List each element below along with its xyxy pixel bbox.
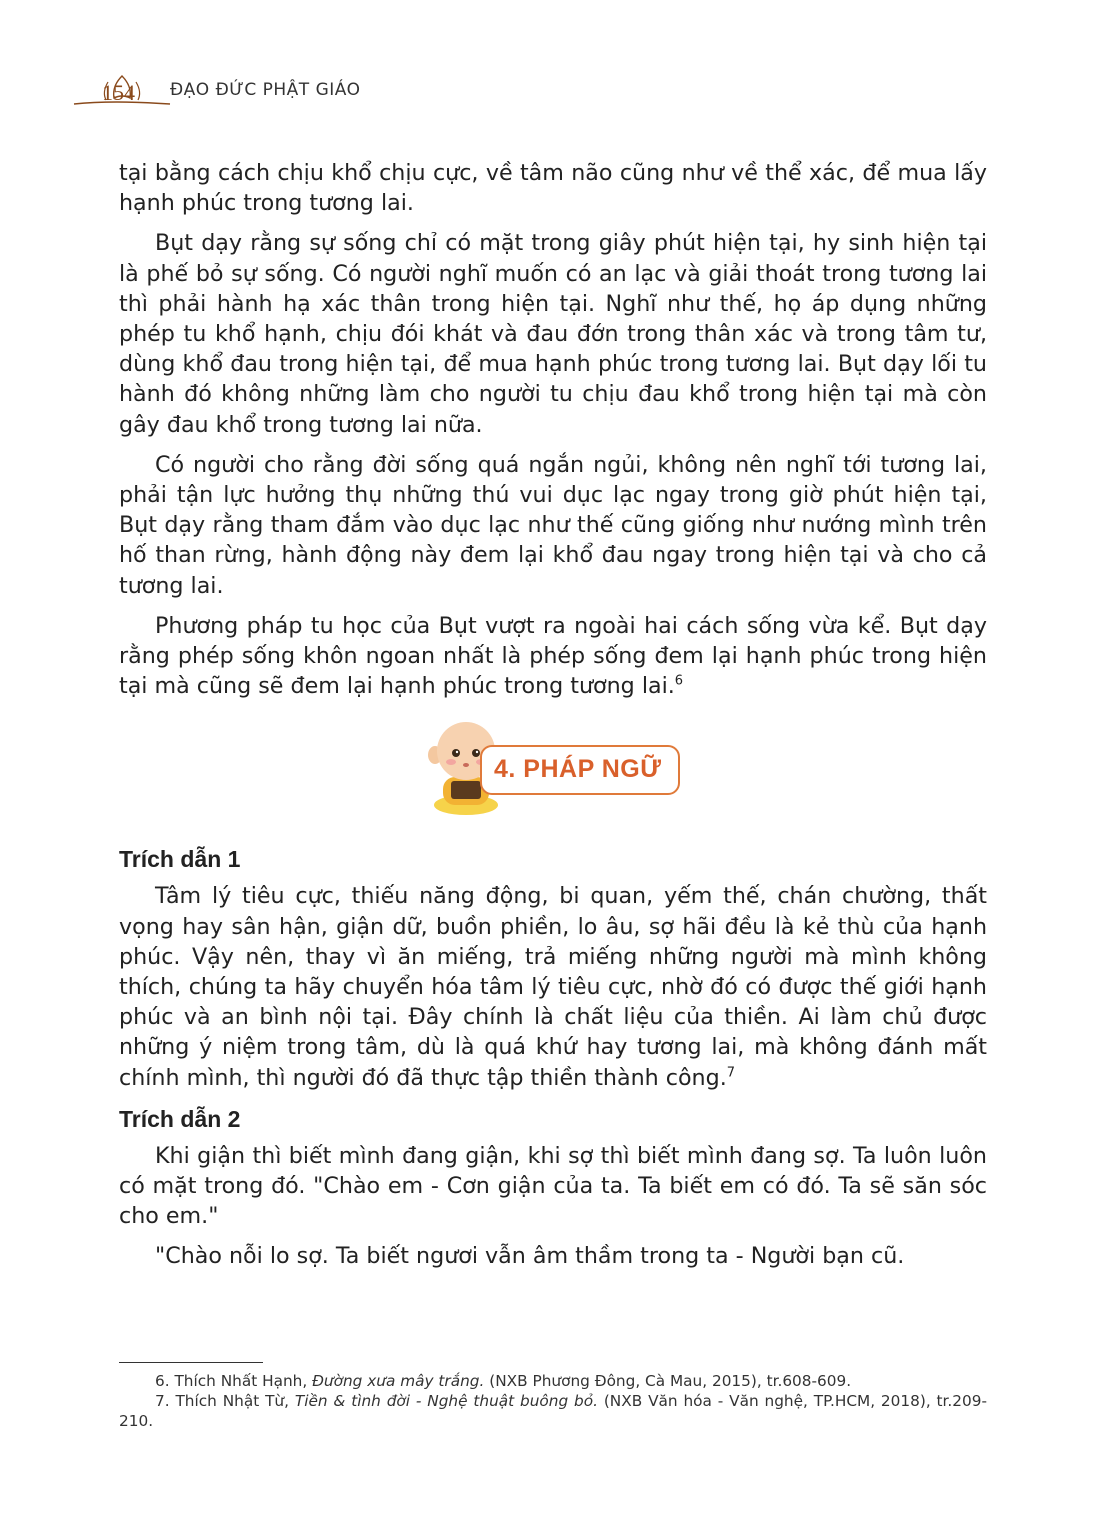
- page-number: 154: [102, 80, 135, 105]
- footnotes: [119, 1362, 987, 1431]
- quote-2-text-1: Khi giận thì biết mình đang giận, khi sợ thì biết mình đang sợ. Ta luôn luôn có mặt trong đó. "Chào em - Cơn giận của ta. Ta biết em có đó. Ta sẽ săn sóc cho em.": [119, 1142, 987, 1230]
- paragraph-2: Bụt dạy rằng sự sống chỉ có mặt trong giây phút hiện tại, hy sinh hiện tại là phế bỏ sự sống. Có người nghĩ muốn có an lạc và giải thoát trong tương lai thì phải hành hạ xác thân trong hiện tại. Nghĩ như thế, họ áp dụng những phép tu khổ hạnh, chịu đói khát và đau đớn trong thân xác và trong tâm tư, dùng khổ đau trong hiện tại, để mua hạnh phúc trong tương lai. Bụt dạy lối tu hành đó không những làm cho người tu chịu đau khổ trong hiện tại mà còn gây đau khổ trong tương lai nữa.: [119, 230, 987, 438]
- footnote-7-publisher: (NXB Văn hóa - Văn nghệ, TP.HCM, 2018), tr.209-210.: [119, 1392, 988, 1430]
- footnote-7-title: Tiền & tình đời - Nghệ thuật buông bỏ.: [294, 1392, 598, 1410]
- quote-1-body: Tâm lý tiêu cực, thiếu năng động, bi quan, yếm thế, chán chường, thất vọng hay sân hận, giận dữ, buồn phiền, lo âu, sợ hãi đều là kẻ thù của hạnh phúc. Vậy nên, thay vì ăn miếng, trả miếng những người mà mình không thích, chúng ta hãy chuyển hóa tâm lý tiêu cực, nhờ đó có được thế giới hạnh phúc và an bình nội tại. Đây chính là chất liệu của thiền. Ai làm chủ được những ý niệm trong tâm, dù là quá khứ hay tương lai, mà không đánh mất chính mình, thì người đó đã thực tập thiền thành công.: [119, 883, 987, 1091]
- paragraph-1: tại bằng cách chịu khổ chịu cực, về tâm não cũng như về thể xác, để mua lấy hạnh phúc trong tương lai.: [119, 160, 987, 217]
- footnote-7-author: 7. Thích Nhật Từ,: [155, 1392, 295, 1410]
- book-title: ĐẠO ĐỨC PHẬT GIÁO: [170, 80, 361, 100]
- section-banner: [119, 719, 987, 817]
- footnote-6-title: Đường xưa mây trắng.: [312, 1372, 485, 1390]
- paragraph-4-text: Phương pháp tu học của Bụt vượt ra ngoài hai cách sống vừa kể. Bụt dạy rằng phép sống khôn ngoan nhất là phép sống đem lại hạnh phúc trong hiện tại mà cũng sẽ đem lại hạnh phúc trong tương lai.: [119, 612, 987, 700]
- footnote-6-author: 6. Thích Nhất Hạnh,: [155, 1372, 313, 1390]
- quote-1-text: [119, 881, 987, 1092]
- footnote-6-publisher: (NXB Phương Đông, Cà Mau, 2015), tr.608-609.: [484, 1372, 852, 1390]
- main-content: [119, 158, 987, 1282]
- page-header: [72, 74, 392, 108]
- quote-2-text-2: "Chào nỗi lo sợ. Ta biết ngươi vẫn âm thầm trong ta - Người bạn cũ.: [155, 1243, 905, 1270]
- footnote-ref-6: 6: [674, 673, 684, 689]
- paragraph-4: [119, 611, 987, 702]
- footnote-7: [119, 1391, 987, 1431]
- footnote-ref-7: 7: [726, 1065, 736, 1081]
- quote-2-heading: Trích dẫn 2: [119, 1105, 241, 1132]
- footnote-6: [119, 1371, 987, 1391]
- paragraph-3: Có người cho rằng đời sống quá ngắn ngủi, không nên nghĩ tới tương lai, phải tận lực hưởng thụ những thú vui dục lạc ngay trong giờ phút hiện tại, Bụt dạy rằng tham đắm vào dục lạc như thế cũng giống như nướng mình trên hố than rừng, hành động này đem lại khổ đau ngay trong hiện tại và cho cả tương lai.: [119, 451, 987, 599]
- section-title: 4. PHÁP NGỮ: [494, 755, 662, 784]
- quote-1-heading: Trích dẫn 1: [119, 846, 241, 873]
- footnote-divider: [119, 1362, 263, 1363]
